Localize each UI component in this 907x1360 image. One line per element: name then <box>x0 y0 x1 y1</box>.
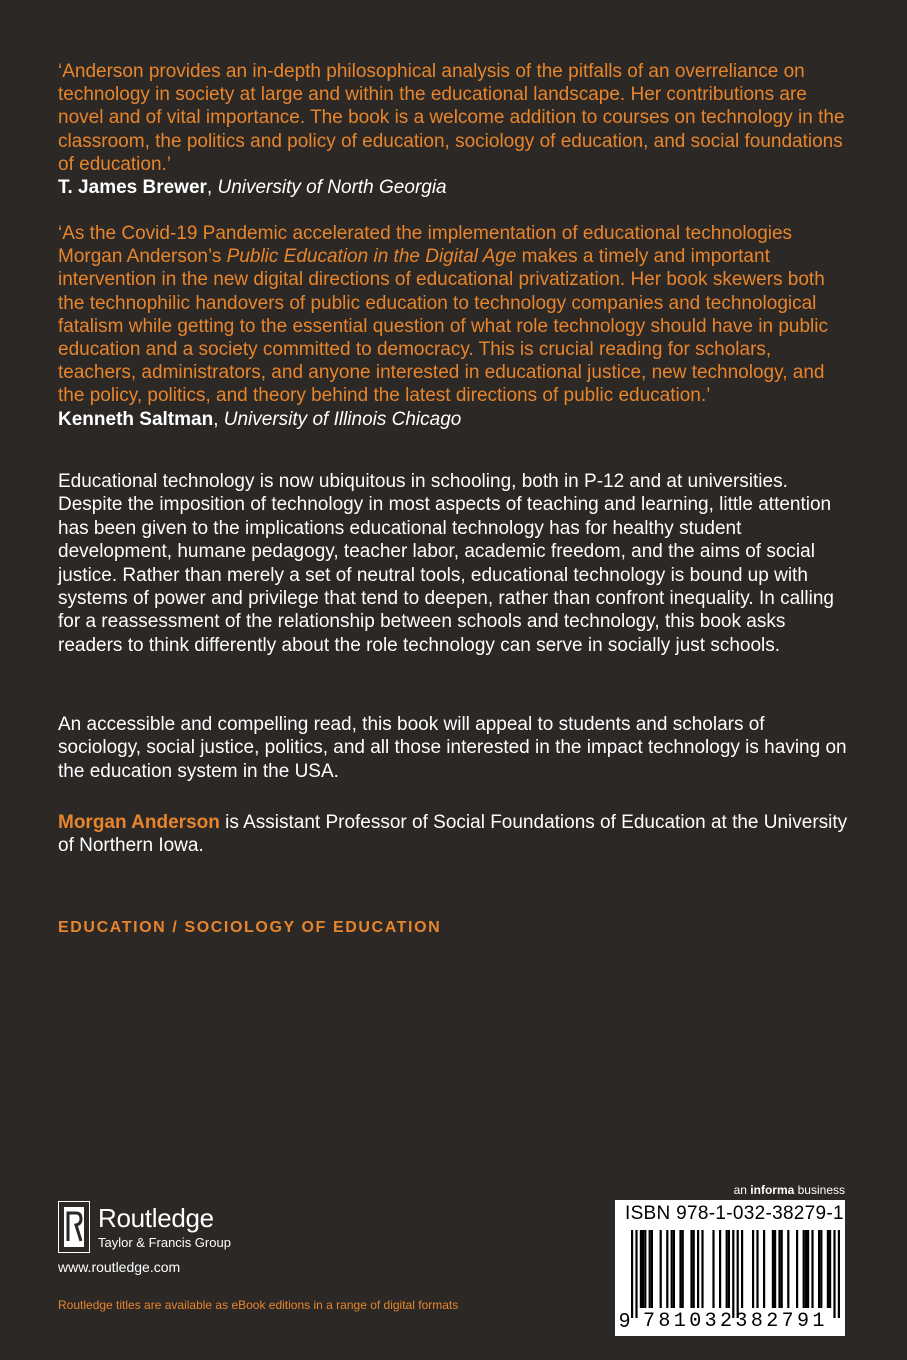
barcode-bar <box>756 1230 758 1308</box>
description-paragraph-1: Educational technology is now ubiquitous in schooling, both in P-12 and at universities. Despite the imposition of technology in most aspects of teaching and learning, little attention has been given to the implications educational technology has for healthy student development, humane pedagogy, teacher labor, academic freedom, and the aims of social justice. Rather than merely a set of neutral tools, educational technology is bound up with systems of power and privilege that tend to deepen, rather than confront inequality. In calling for a reassessment of the relationship between schools and technology, this book asks readers to think differently about the role technology can serve in socially just schools. <box>58 471 834 656</box>
barcode-bar <box>719 1230 721 1308</box>
barcode-bar <box>728 1230 730 1308</box>
barcode-bar <box>752 1230 754 1308</box>
publisher-name: Routledge <box>98 1203 214 1233</box>
book-title: Public Education in the Digital Age <box>226 246 517 268</box>
barcode-bar <box>763 1230 765 1308</box>
author-bio-text: is Assistant Professor of Social Foundations of Education at the University of Northern Iowa. <box>58 812 848 857</box>
barcode-bar <box>635 1230 637 1318</box>
barcode-bar <box>737 1230 739 1318</box>
endorser-affiliation: University of Illinois Chicago <box>223 408 462 430</box>
endorser-name: T. James Brewer <box>58 177 207 199</box>
barcode-bar <box>833 1230 835 1318</box>
barcode-bar <box>772 1230 774 1308</box>
barcode-bar <box>673 1230 675 1308</box>
endorser-name: Kenneth Saltman <box>58 408 214 430</box>
barcode-bar <box>811 1230 813 1308</box>
barcode-bar <box>649 1230 651 1308</box>
barcode-bar <box>741 1230 743 1308</box>
barcode-bar <box>631 1230 633 1318</box>
barcode-bar <box>838 1230 840 1318</box>
barcode-bar <box>651 1230 653 1308</box>
barcode-bar <box>805 1230 807 1308</box>
barcode-bar <box>660 1230 662 1308</box>
barcode-first-digit: 9 <box>619 1310 631 1332</box>
publisher-subtitle: Taylor & Francis Group <box>98 1235 231 1250</box>
author-name: Morgan Anderson <box>58 812 220 833</box>
barcode-bar <box>774 1230 776 1308</box>
isbn-barcode <box>615 1200 845 1336</box>
informa-prefix: an <box>733 1183 751 1197</box>
subject-category: EDUCATION / SOCIOLOGY OF EDUCATION <box>58 919 442 936</box>
barcode-bar <box>640 1230 642 1308</box>
publisher-url[interactable]: www.routledge.com <box>58 1259 181 1275</box>
ebook-note: Routledge titles are available as eBook editions in a range of digital formats <box>58 1298 459 1312</box>
barcode-bar <box>827 1230 829 1308</box>
barcode-bar <box>781 1230 783 1308</box>
isbn-label: ISBN 978-1-032-38279-1 <box>625 1203 844 1224</box>
barcode-bar <box>726 1230 728 1308</box>
barcode-bar <box>697 1230 699 1308</box>
barcode-bar <box>807 1230 809 1308</box>
endorsement-1 <box>58 60 848 199</box>
description-2 <box>58 713 848 783</box>
barcode-bar <box>644 1230 646 1308</box>
description <box>58 470 848 657</box>
barcode-bar <box>787 1230 789 1308</box>
barcode-bar <box>712 1230 714 1308</box>
barcode-bar <box>690 1230 692 1308</box>
endorsement-attribution: Kenneth Saltman, University of Illinois Chicago <box>58 408 462 430</box>
quote-text: makes a timely and important intervention in the new digital directions of educational privatization. Her book skewers both the technophilic handovers of public education to technology companies and technological fatalism while getting to the essential question of what role technology should have in public education and a society committed to democracy. This is crucial reading for scholars, teachers, administrators, and anyone interested in educational justice, new technology, and the policy, politics, and theory behind the latest directions of public education.’ <box>58 246 828 407</box>
informa-tagline <box>734 1183 845 1197</box>
informa-suffix: business <box>794 1183 845 1197</box>
barcode-bar <box>820 1230 822 1308</box>
endorsement-2 <box>58 222 848 431</box>
barcode-bar <box>701 1230 703 1308</box>
barcode-bar <box>642 1230 644 1308</box>
barcode-bar <box>829 1230 831 1308</box>
barcode-bar <box>693 1230 695 1308</box>
quote-text: ‘As the Covid-19 Pandemic accelerated the implementation of educational technologies Morgan Anderson’s <box>58 223 793 268</box>
endorser-affiliation: University of North Georgia <box>217 177 447 199</box>
endorsement-attribution: T. James Brewer, University of North Georgia <box>58 177 447 199</box>
barcode-bar <box>666 1230 668 1308</box>
informa-word: informa <box>750 1183 795 1197</box>
barcode-bar <box>803 1230 805 1308</box>
barcode-bar <box>671 1230 673 1308</box>
routledge-logo-icon <box>58 1201 90 1253</box>
barcode-bar <box>682 1230 684 1308</box>
barcode-bar <box>796 1230 798 1308</box>
endorsement-quote <box>58 222 848 408</box>
barcode-bar <box>818 1230 820 1308</box>
barcode-bar <box>679 1230 681 1308</box>
publisher-logo <box>58 1199 298 1259</box>
barcode-bar <box>778 1230 780 1308</box>
barcode-bar <box>732 1230 734 1318</box>
barcode-digits: 781032382791 <box>643 1310 828 1333</box>
author-bio <box>58 811 848 858</box>
description-paragraph-2: An accessible and compelling read, this book will appeal to students and scholars of sociology, social justice, politics, and all those interested in the impact technology is having on the education system in the USA. <box>58 714 847 782</box>
endorsement-quote: ‘Anderson provides an in-depth philosophical analysis of the pitfalls of an overreliance on technology in society at large and within the educational landscape. Her contributions are novel and of vital importance. The book is a welcome addition to courses on technology in the classroom, the politics and policy of education, sociology of education, and social foundations of education.’ <box>58 61 845 175</box>
